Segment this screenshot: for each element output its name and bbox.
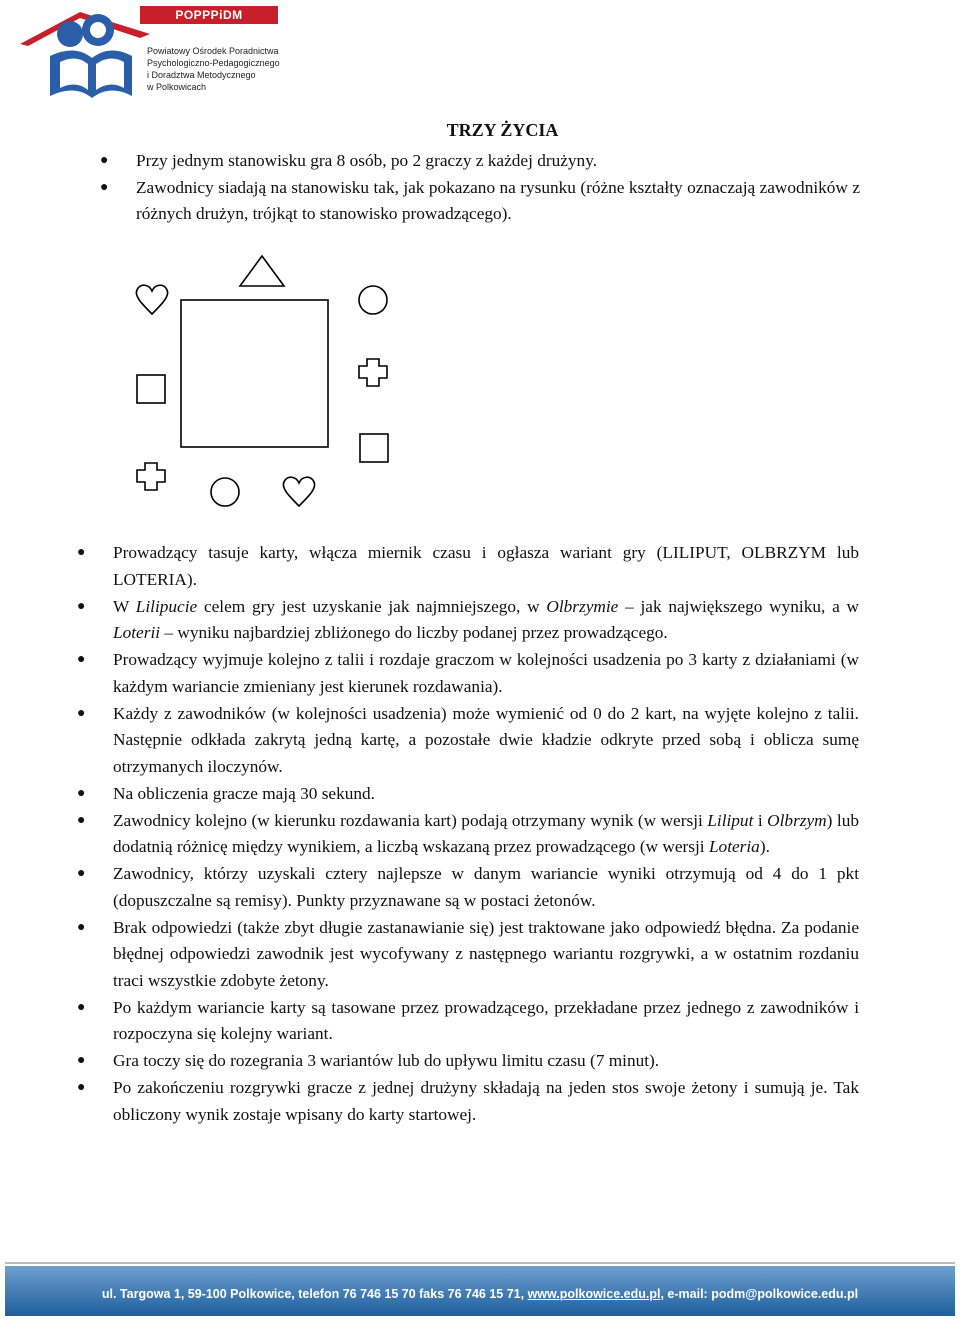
bullet-icon: ●: [100, 179, 109, 195]
bullet-icon: ●: [77, 785, 86, 801]
email-link[interactable]: podm@polkowice.edu.pl: [711, 1287, 859, 1301]
rule-text: i: [753, 810, 768, 830]
rule-text: Zawodnicy kolejno (w kierunku rozdawania kart) podają otrzymany wynik (w wersji: [113, 810, 708, 830]
rule-text: – wyniku najbardziej zbliżonego do liczby podanej przez prowadzącego.: [160, 623, 668, 642]
bullet-icon: ●: [77, 705, 86, 721]
org-line: i Doradztwa Metodycznego: [147, 70, 256, 80]
rule-text: Na obliczenia gracze mają 30 sekund.: [113, 783, 375, 803]
bullet-icon: ●: [77, 652, 86, 667]
rule-italic-text: Liliput: [707, 810, 754, 830]
rule-italic-text: Olbrzym: [767, 810, 827, 830]
bullet-icon: ●: [77, 1053, 86, 1068]
logo-brand-text: POPPPiDM: [140, 6, 278, 24]
intro-list: [100, 148, 860, 228]
list-item-text: Zawodnicy siadają na stanowisku tak, jak pokazano na rysunku (różne kształty oznaczają zawodników z różnych drużyn, trójkąt to stanowisko prowadzącego).: [136, 177, 860, 223]
bullet-icon: ●: [77, 812, 86, 828]
table-square: [181, 300, 328, 447]
rule-italic-text: Olbrzymie: [546, 596, 619, 616]
bullet-icon: ●: [77, 919, 86, 935]
list-item: [77, 781, 859, 808]
player-cross-icon: [137, 463, 165, 490]
bullet-icon: ●: [77, 1080, 86, 1095]
org-line: Powiatowy Ośrodek Poradnictwa: [147, 46, 279, 56]
list-item: [77, 1048, 859, 1075]
list-item: [77, 594, 859, 647]
footer-divider: [5, 1262, 955, 1264]
list-item: [100, 175, 860, 228]
rule-text: Każdy z zawodników (w kolejności usadzenia) może wymienić od 0 do 2 kart, na wyjęte kolejno z talii. Następnie odkłada zakrytą jedną kartę, a pozostałe dwie kładzie odkryte przed sobą i oblicza sumę otrzymanych iloczynów.: [113, 703, 859, 776]
player-square-icon: [360, 434, 388, 462]
list-item: [77, 701, 859, 781]
rule-text: ).: [759, 837, 770, 856]
list-item: [77, 861, 859, 914]
rule-text: Prowadzący tasuje karty, włącza miernik czasu i ogłasza wariant gry (LILIPUT, OLBRZYM lub LOTERIA).: [113, 543, 859, 589]
seating-diagram: [130, 252, 400, 514]
rule-text: Brak odpowiedzi (także zbyt długie zastanawianie się) jest traktowane jako odpowiedź błędna. Za podanie błędnej odpowiedzi zawodnik jest wycofywany z następnego wariantu rozgrywki, a w ostatnim rozdaniu traci wszystkie zdobyte żetony.: [113, 917, 859, 990]
bullet-icon: ●: [77, 598, 86, 614]
rule-text: Po zakończeniu rozgrywki gracze z jednej drużyny składają na jeden stos swoje żetony i sumują je. Tak obliczony wynik zostaje wpisany do karty startowej.: [113, 1078, 859, 1124]
list-item: [77, 1075, 859, 1128]
rules-list: [77, 540, 859, 1129]
rule-text: Po każdym wariancie karty są tasowane przez prowadzącego, przekładane przez jednego z zawodników i rozpoczyna się kolejny wariant.: [113, 997, 859, 1043]
list-item: [100, 148, 860, 175]
footer-address: ul. Targowa 1, 59-100 Polkowice, telefon 76 746 15 70 faks 76 746 15 71,: [101, 1287, 528, 1301]
rule-text: Gra toczy się do rozegrania 3 wariantów lub do upływu limitu czasu (7 minut).: [113, 1051, 660, 1070]
bullet-icon: ●: [77, 999, 86, 1015]
player-cross-icon: [359, 359, 387, 386]
org-line: w Polkowicach: [147, 82, 207, 92]
player-square-icon: [137, 375, 165, 403]
website-link[interactable]: www.polkowice.edu.pl: [527, 1287, 661, 1301]
rule-text: celem gry jest uzyskanie jak najmniejszego, w: [197, 596, 547, 616]
page-title: TRZY ŻYCIA: [446, 120, 559, 140]
rule-text: W: [113, 596, 136, 616]
list-item-text: Przy jednym stanowisku gra 8 osób, po 2 graczy z każdej drużyny.: [136, 151, 598, 170]
rule-text: Prowadzący wyjmuje kolejno z talii i rozdaje graczom w kolejności usadzenia po 3 karty z działaniami (w każdym wariancie zmieniany jest kierunek rozdawania).: [113, 650, 859, 696]
bullet-icon: ●: [77, 866, 86, 881]
logo-organization-name: [147, 45, 280, 93]
rule-italic-text: Loteria: [708, 837, 760, 856]
rule-italic-text: Loterii: [113, 623, 161, 642]
player-circle-icon: [211, 478, 239, 506]
rule-text: – jak największego wyniku, a w: [618, 596, 859, 616]
bullet-icon: ●: [100, 153, 109, 168]
player-heart-icon: [283, 477, 314, 506]
list-item: [77, 995, 859, 1048]
rule-text: ) lub dodatnią różnicę między wynikiem, a liczbą wskazaną przez prowadzącego (w wersji: [113, 810, 859, 856]
footer-email-label: , e-mail:: [660, 1287, 712, 1301]
list-item: [77, 808, 859, 861]
footer-contact: [0, 1287, 960, 1301]
org-line: Psychologiczno-Pedagogicznego: [147, 58, 280, 68]
host-triangle-icon: [240, 256, 284, 286]
rule-italic-text: Lilipucie: [135, 596, 198, 616]
list-item: [77, 647, 859, 700]
list-item: [77, 915, 859, 995]
player-heart-icon: [136, 285, 167, 314]
player-circle-icon: [359, 286, 387, 314]
bullet-icon: ●: [77, 545, 86, 560]
rule-text: Zawodnicy, którzy uzyskali cztery najlepsze w danym wariancie wyniki otrzymują od 4 do 1 pkt (dopuszczalne są remisy). Punkty przyznawane są w postaci żetonów.: [113, 864, 859, 910]
list-item: [77, 540, 859, 593]
